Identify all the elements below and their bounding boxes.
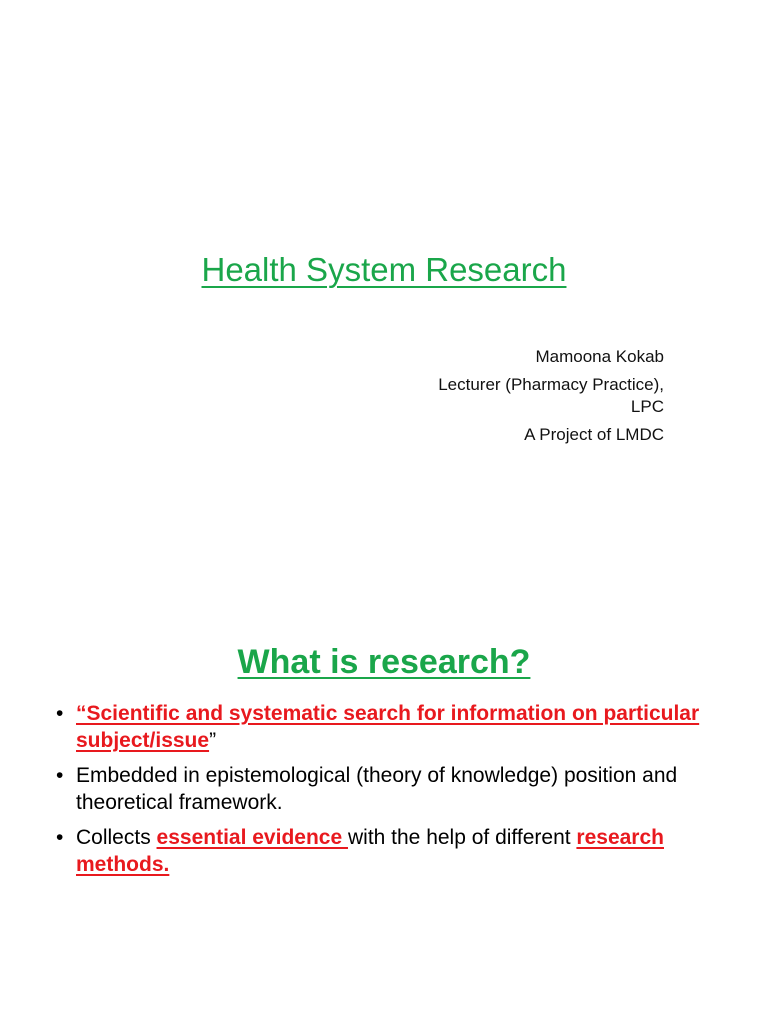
bullet-item (56, 824, 746, 878)
emphasis-evidence: essential evidence (156, 826, 348, 849)
slide-heading: What is research? (237, 643, 531, 681)
content-slide (0, 576, 768, 1024)
bullet-text: Embedded in epistemological (theory of knowledge) position and theoretical framework. (76, 764, 678, 814)
project-credit: A Project of LMDC (524, 425, 664, 444)
author-position-line1: Lecturer (Pharmacy Practice), (438, 375, 664, 394)
bullet-icon: • (56, 702, 64, 725)
definition-quote: “Scientific and systematic search for information on particular subject/issue (76, 702, 700, 752)
bullet-list (56, 700, 746, 886)
bullet-item (56, 700, 746, 754)
author-block (364, 346, 664, 446)
slide-title: Health System Research (201, 251, 567, 288)
emphasis-methods: research methods. (76, 826, 664, 876)
author-position-line2: LPC (630, 397, 664, 416)
bullet-item (56, 762, 746, 816)
bullet-lead: Collects (76, 826, 157, 849)
bullet-mid: with the help of different (347, 826, 577, 849)
bullet-icon: • (56, 826, 64, 849)
bullet-icon: • (56, 764, 64, 787)
author-name: Mamoona Kokab (535, 347, 664, 366)
closing-quote: ” (209, 729, 217, 752)
